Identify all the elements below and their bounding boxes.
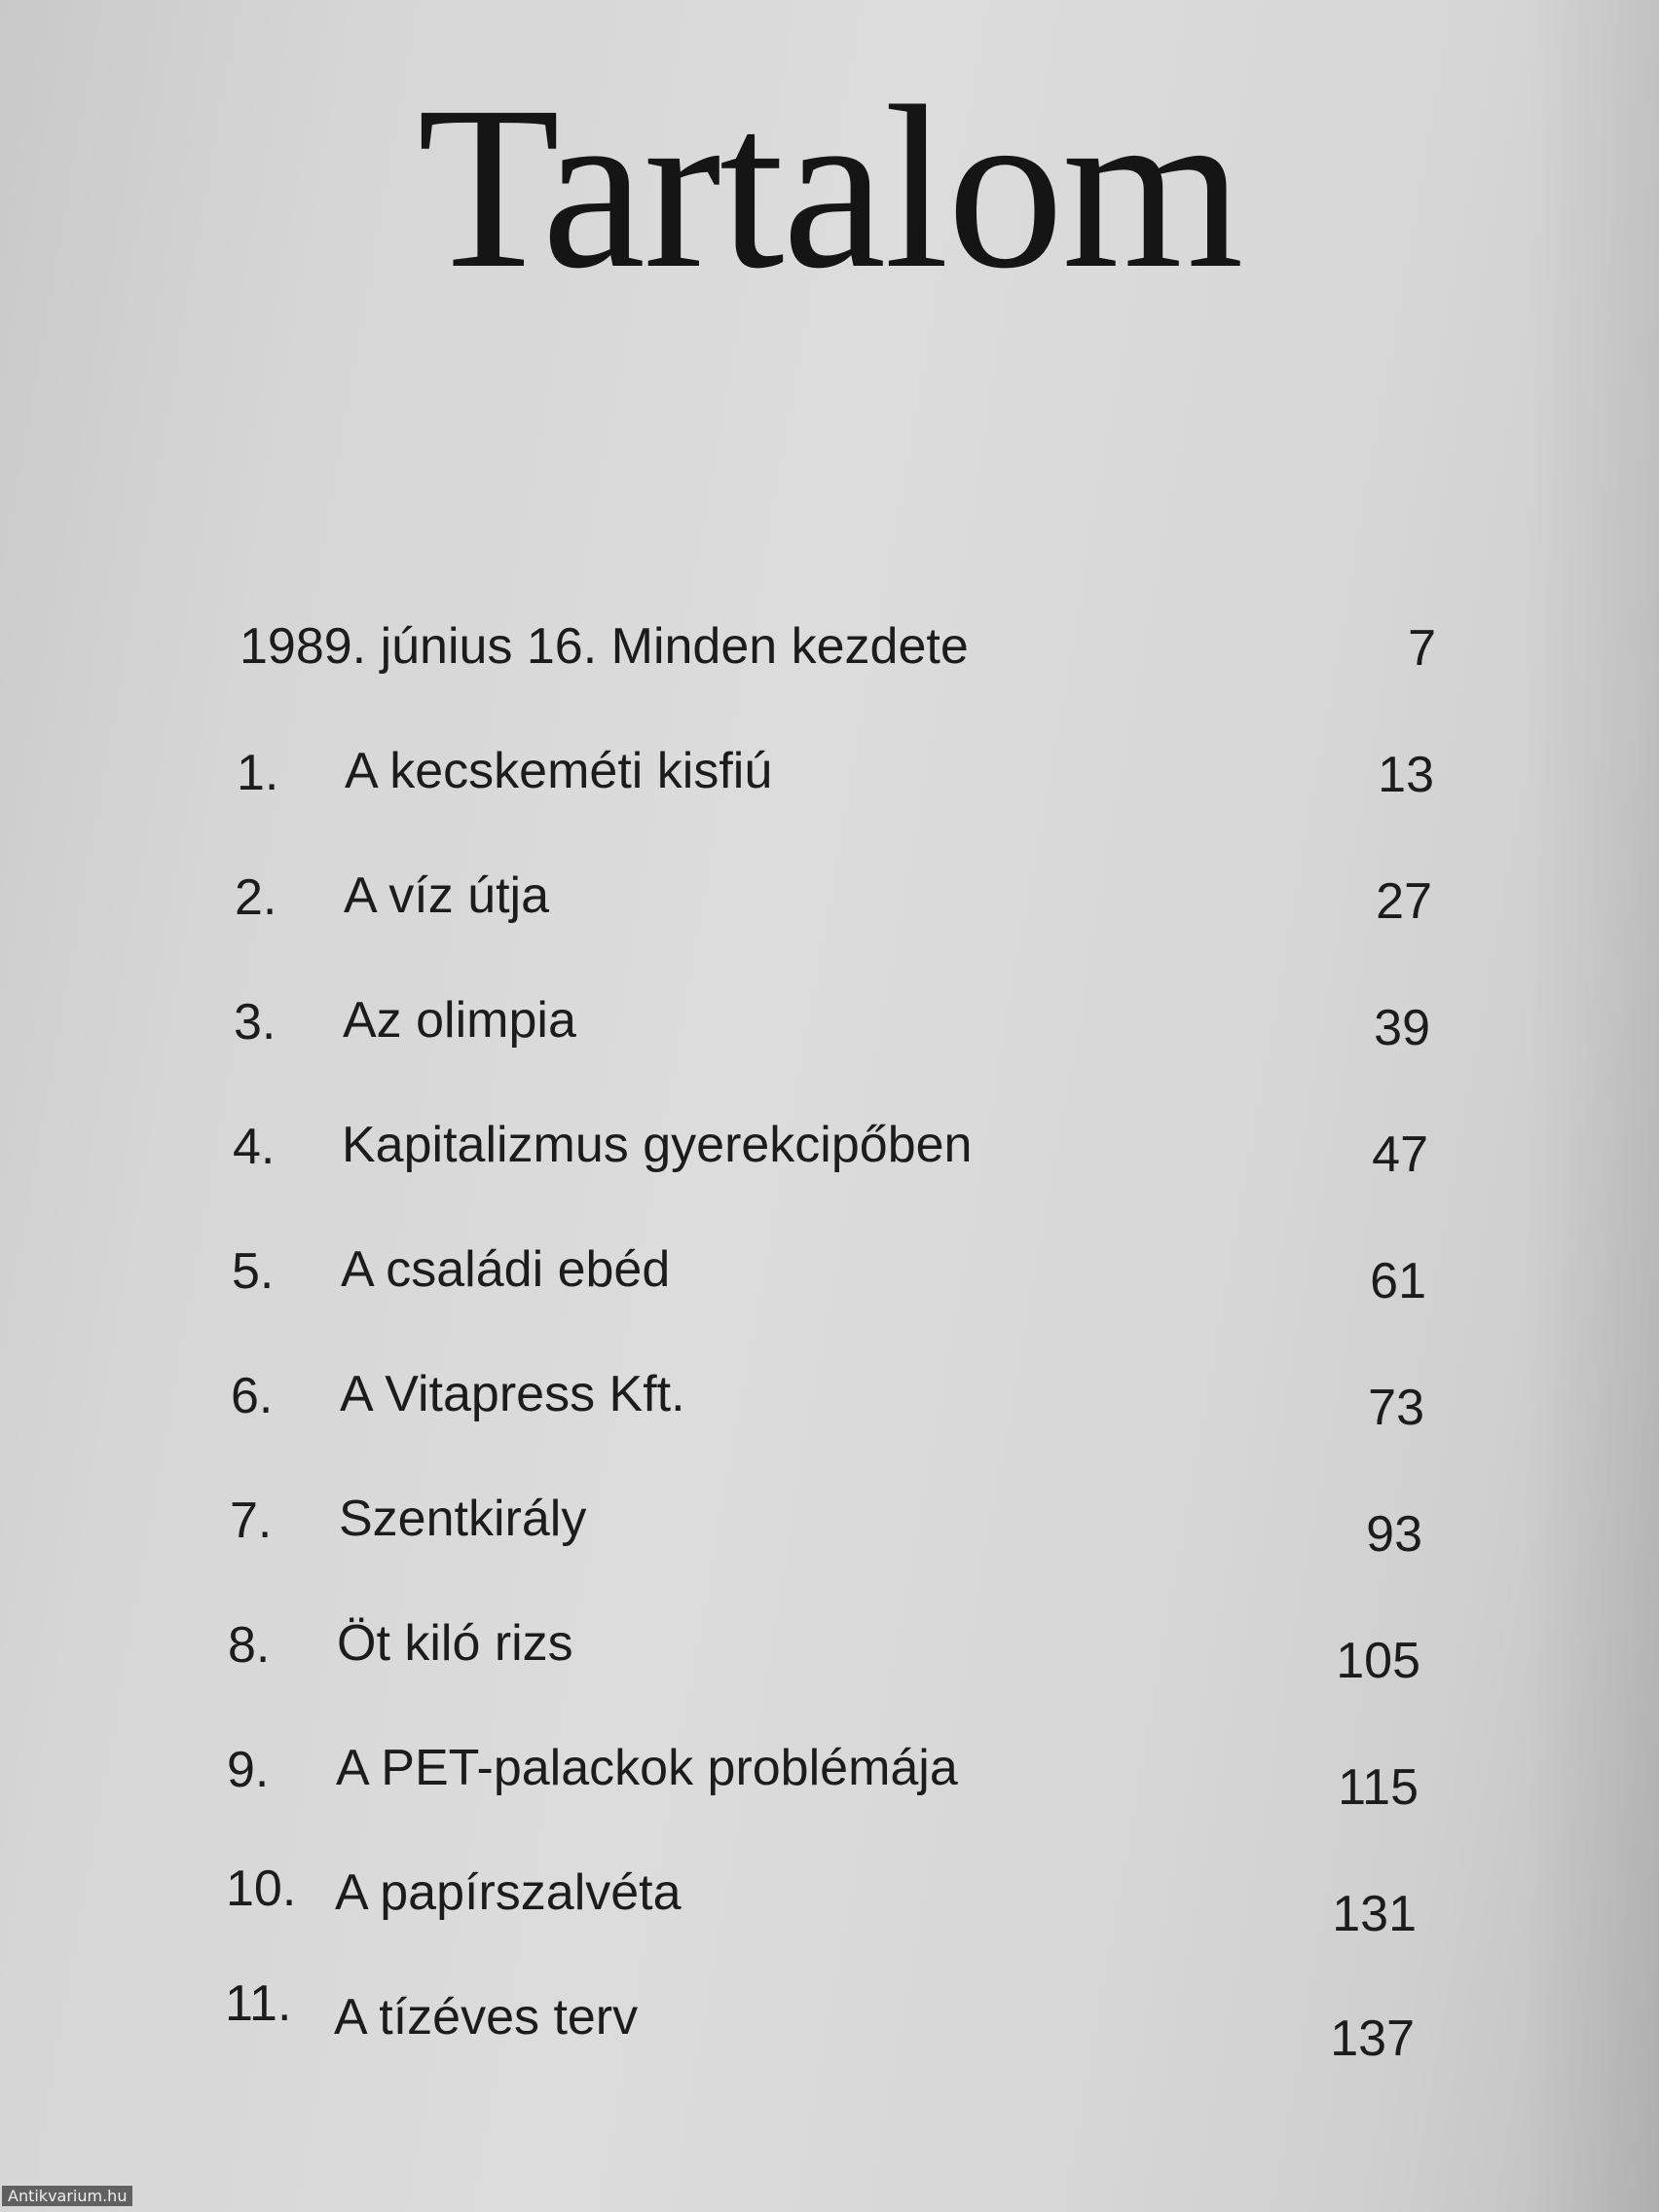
toc-entry-page: 13 (1378, 747, 1434, 803)
toc-entry-number: 6. (231, 1368, 274, 1424)
toc-entry-page: 115 (1338, 1759, 1419, 1816)
toc-entry-title: A kecskeméti kisfiú (345, 743, 773, 799)
toc-entry-page: 61 (1370, 1253, 1426, 1309)
toc-entry-number: 1. (237, 745, 279, 801)
toc-entry-number: 10. (226, 1861, 297, 1917)
toc-entry-number: 7. (230, 1493, 273, 1549)
page-title: Tartalom (417, 57, 1242, 316)
toc-entry-title: A tízéves terv (334, 1989, 639, 2046)
toc-entry-number: 8. (228, 1617, 271, 1674)
toc-entry-title: A PET-palackok problémája (336, 1740, 958, 1796)
toc-entry-page: 39 (1374, 1000, 1430, 1056)
toc-entry-page: 27 (1376, 873, 1432, 930)
toc-entry-page: 137 (1330, 2010, 1415, 2067)
toc-entry-title: Öt kiló rizs (337, 1615, 573, 1672)
toc-entry-number: 9. (227, 1742, 270, 1798)
toc-entry-title: Kapitalizmus gyerekcipőben (342, 1117, 973, 1173)
toc-entry-number: 5. (232, 1243, 275, 1300)
toc-entry-title: A víz útja (344, 867, 549, 924)
toc-entry-title: A családi ebéd (341, 1241, 671, 1298)
toc-entry-title: Szentkirály (339, 1491, 587, 1547)
toc-entry-number: 11. (225, 1975, 292, 2032)
toc-entry-title: 1989. június 16. Minden kezdete (240, 618, 969, 675)
toc-entry-page: 105 (1336, 1633, 1420, 1689)
toc-entry-page: 73 (1368, 1380, 1424, 1436)
toc-entry-title: Az olimpia (343, 992, 576, 1049)
watermark: Antikvarium.hu (2, 2186, 132, 2206)
toc-entry-number: 3. (234, 994, 276, 1051)
toc-entry-page: 93 (1366, 1506, 1422, 1563)
toc-entry-title: A Vitapress Kft. (340, 1366, 685, 1422)
toc-entry-number: 4. (233, 1119, 276, 1175)
toc-entry-title: A papírszalvéta (335, 1864, 682, 1921)
toc-entry-page: 47 (1372, 1126, 1428, 1183)
toc-entry-page: 7 (1408, 620, 1436, 677)
toc-entry-page: 131 (1332, 1886, 1417, 1942)
toc-entry-number: 2. (235, 869, 277, 926)
